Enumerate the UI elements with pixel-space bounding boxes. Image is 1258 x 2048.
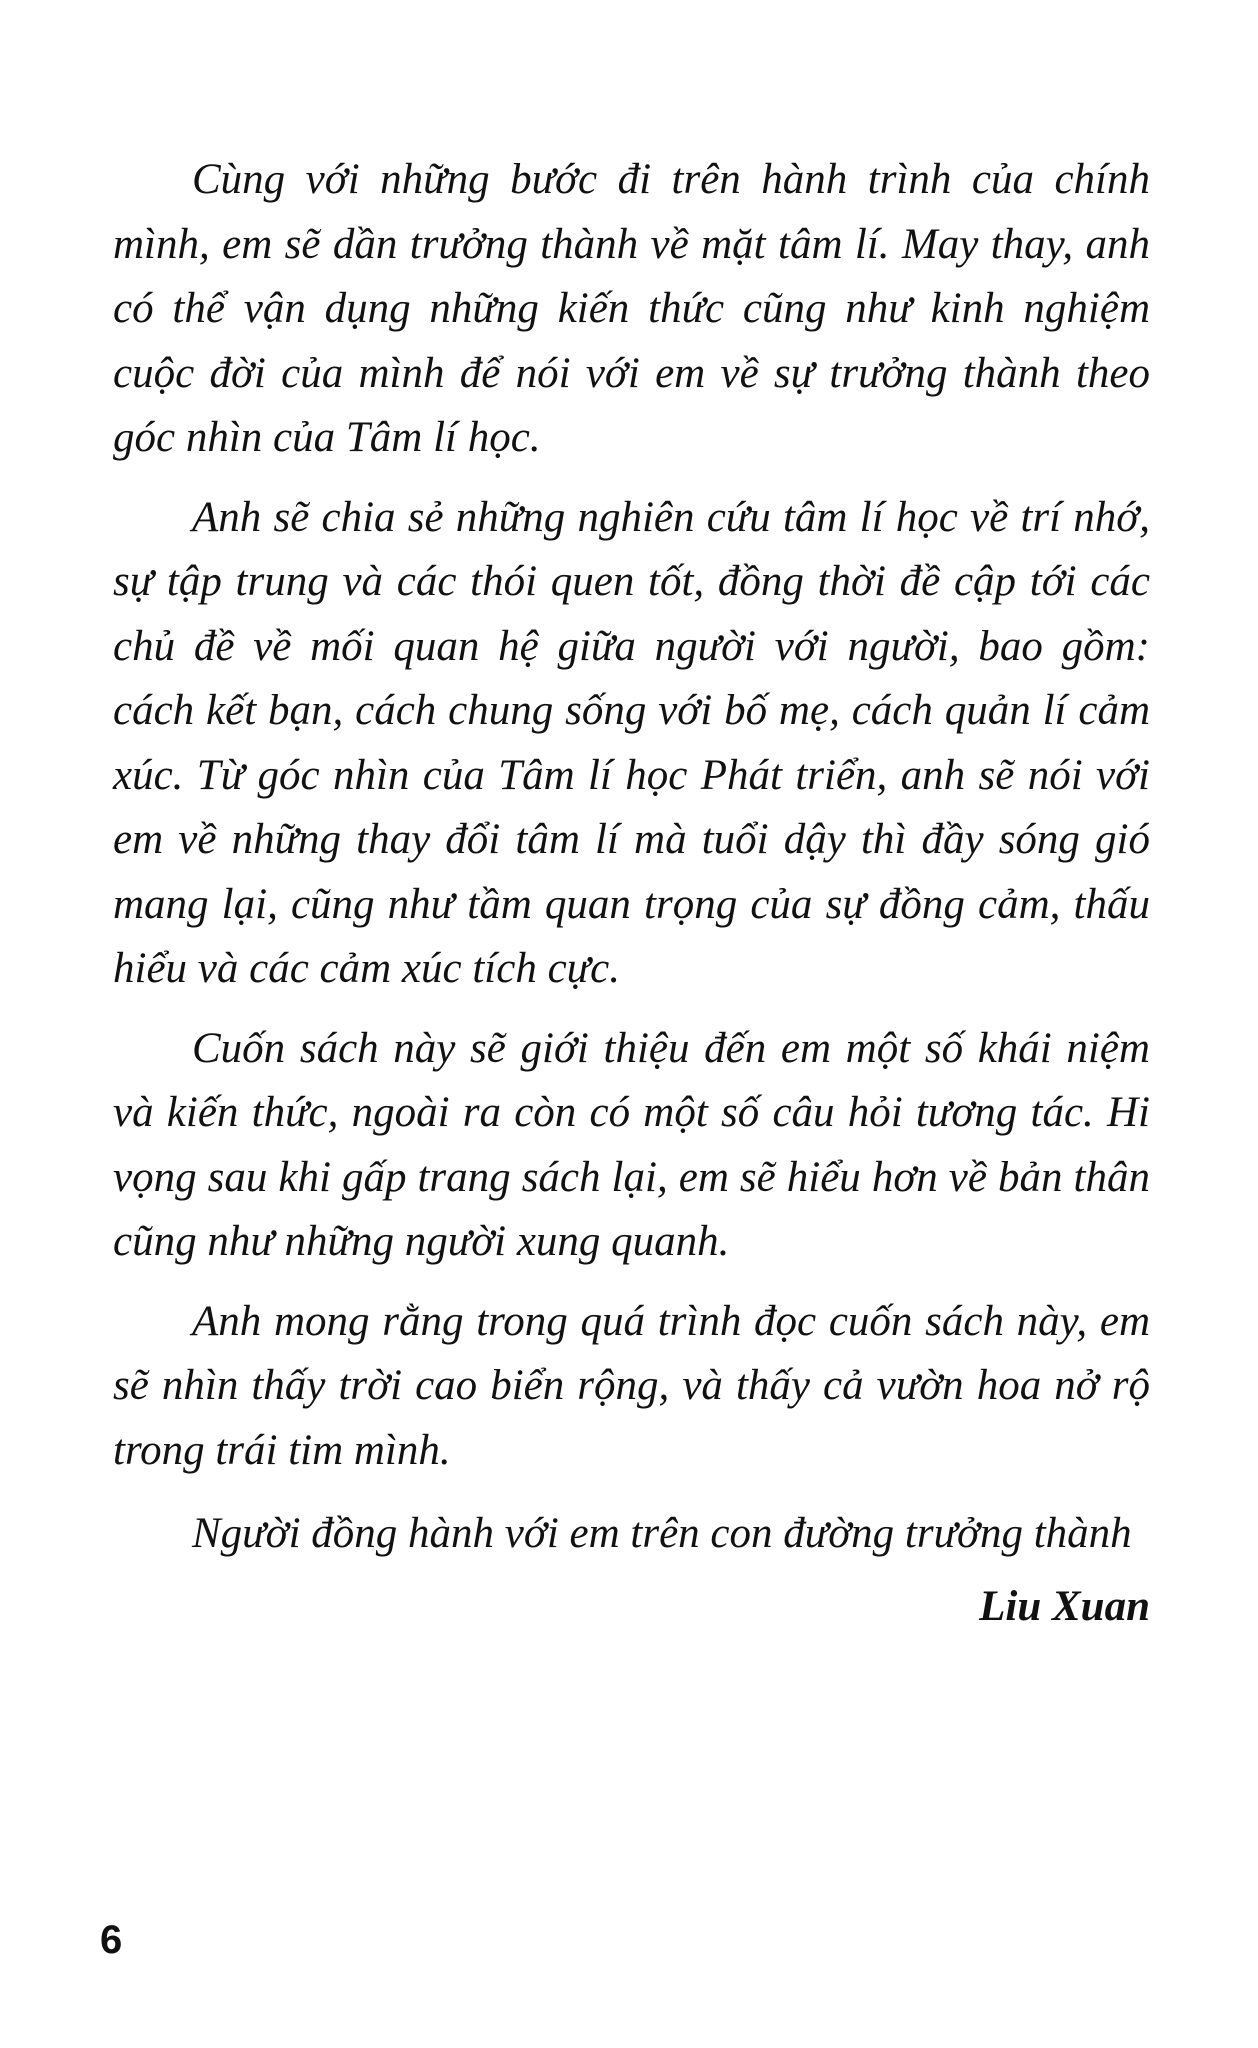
paragraph-2: Anh sẽ chia sẻ những nghiên cứu tâm lí học về trí nhớ, sự tập trung và các thói quen tốt, đồng thời đề cập tới các chủ đề về mối quan hệ giữa người với người, bao gồm: cách kết bạn, cách chung sống với bố mẹ, cách quản lí cảm xúc. Từ góc nhìn của Tâm lí học Phát triển, anh sẽ nói với em về những thay đổi tâm lí mà tuổi dậy thì đầy sóng gió mang lại, cũng như tầm quan trọng của sự đồng cảm, thấu hiểu và các cảm xúc tích cực. [113,493,1150,992]
paragraph-3: Cuốn sách này sẽ giới thiệu đến em một số khái niệm và kiến thức, ngoài ra còn có một số câu hỏi tương tác. Hi vọng sau khi gấp trang sách lại, em sẽ hiểu hơn về bản thân cũng như những người xung quanh. [113,1024,1150,1265]
author-signature: Liu Xuan [979,1582,1150,1630]
closing-line: Người đồng hành với em trên con đường trưởng thành [192,1510,1132,1557]
page-number: 6 [100,1918,123,1962]
paragraph-1: Cùng với những bước đi trên hành trình của chính mình, em sẽ dần trưởng thành về mặt tâm lí. May thay, anh có thể vận dụng những kiến thức cũng như kinh nghiệm cuộc đời của mình để nói với em về sự trưởng thành theo góc nhìn của Tâm lí học. [113,156,1150,461]
paragraph-4: Anh mong rằng trong quá trình đọc cuốn sách này, em sẽ nhìn thấy trời cao biển rộng, và thấy cả vườn hoa nở rộ trong trái tim mình. [113,1297,1150,1474]
body-text [113,148,1150,1639]
